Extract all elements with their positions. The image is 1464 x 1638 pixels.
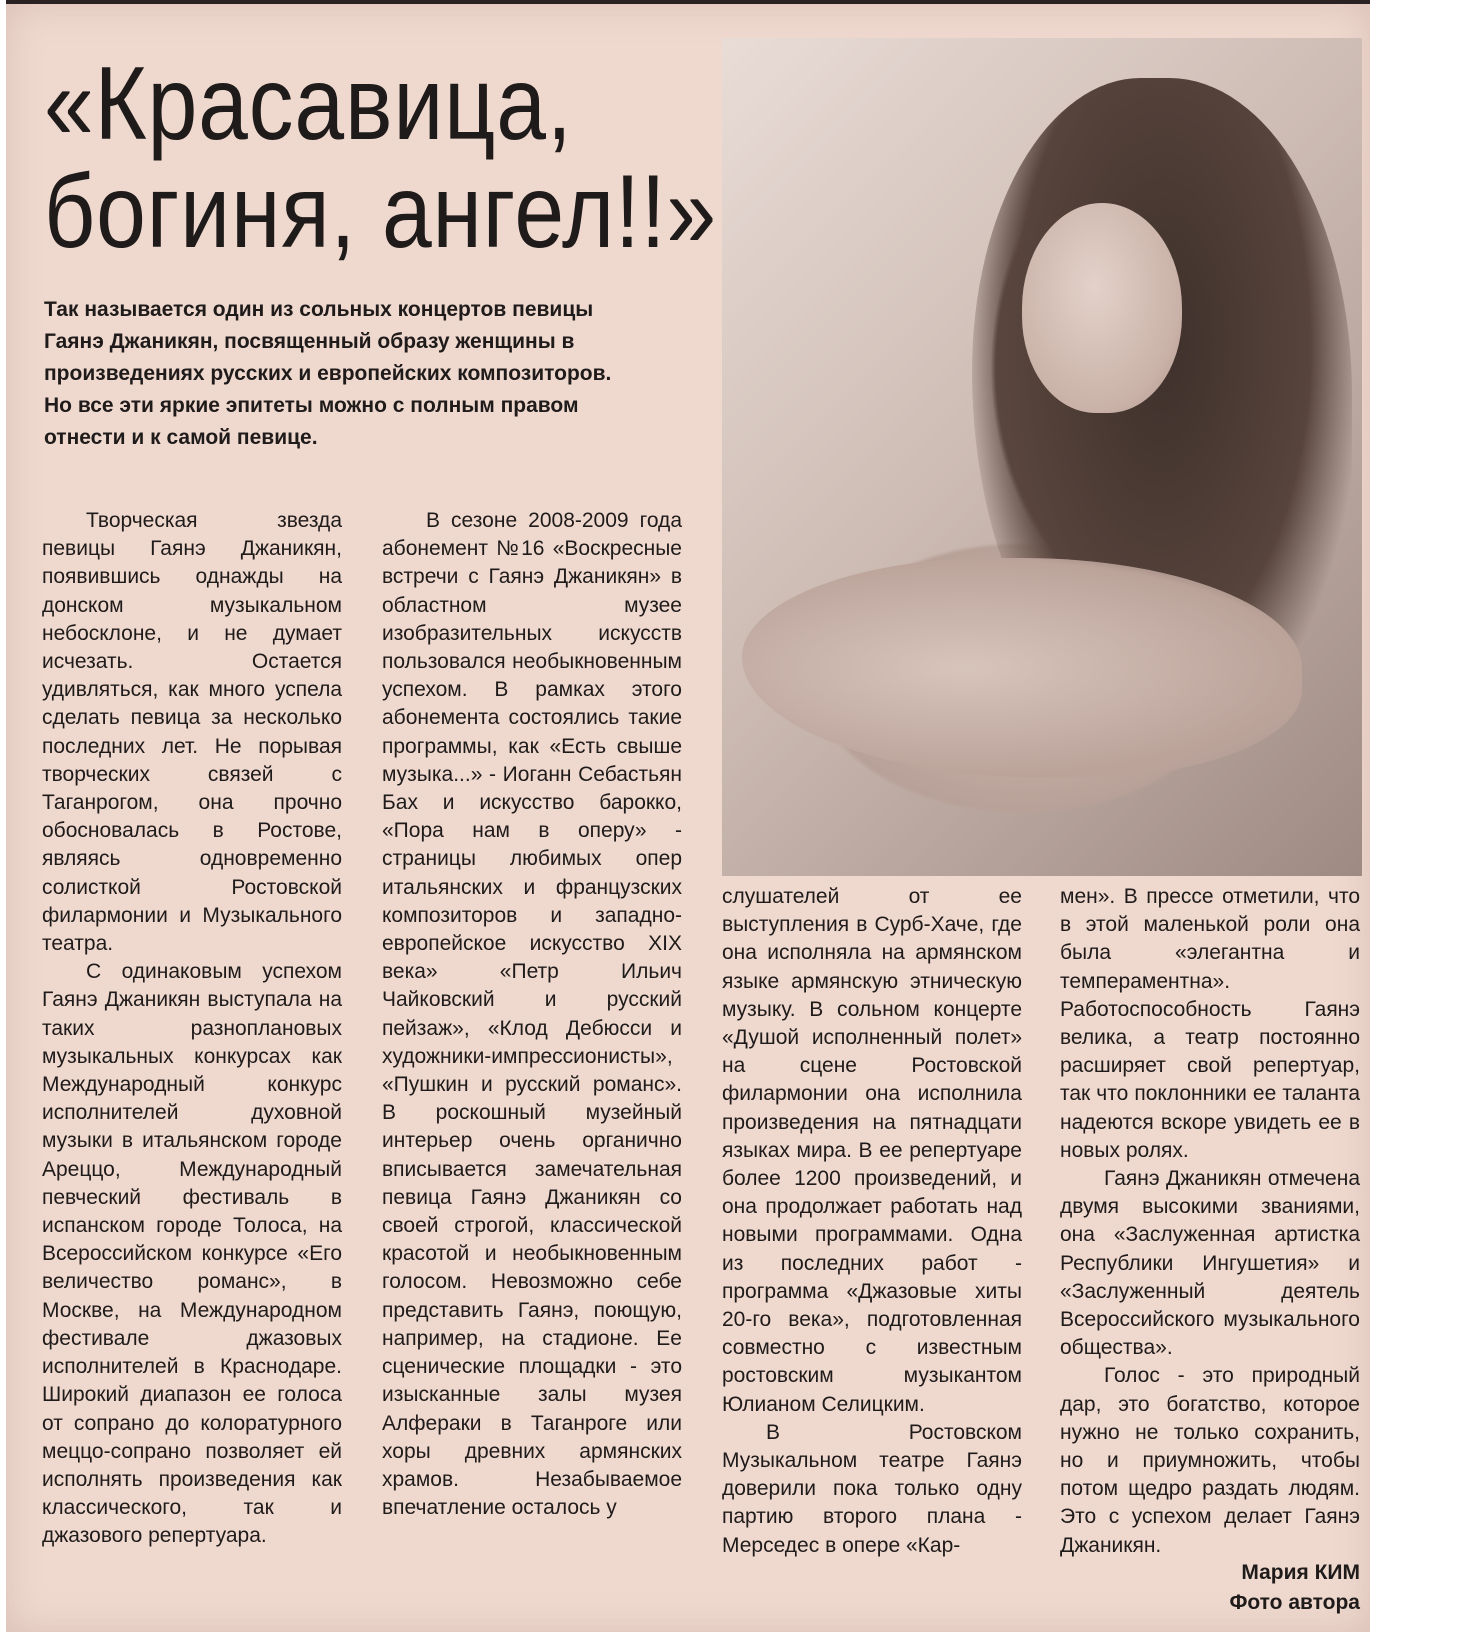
paragraph: Гаянэ Джаникян отмечена двумя высокими званиями, она «Заслуженная артистка Республики Ингушетия» и «Заслуженный деятель Всероссийского музыкального общества». [1060,1167,1360,1360]
headline-line-2: богиня, ангел!!» [44,154,718,270]
article-column-2 [382,507,682,1522]
portrait-photo [722,38,1362,876]
byline [1180,1558,1360,1618]
paragraph: Творческая звезда певицы Гаянэ Джаникян, появившись однажды на донском музыкальном небосклоне, и не думает исчезать. Остается удивляться, как много успела сделать певица за несколько последних лет. Не порывая творческих связей с Таганрогом, она прочно обосновалась в Ростове, являясь одновременно солисткой Ростовской филармонии и Музыкального театра. [42,509,342,956]
article-column-3 [722,883,1022,1560]
paragraph: С одинаковым успехом Гаянэ Джаникян выступала на таких разноплановых музыкальных конкурсах как Международный конкурс исполнителей духовной музыки в итальянском городе Ареццо, Международный певческий фестиваль в испанском городе Толоса, на Всероссийском конкурсе «Его величество романс», в Москве, на Международном фестивале джазовых исполнителей в Краснодаре. Широкий диапазон ее голоса от сопрано до колоратурного меццо-сопрано позволяет ей исполнять произведения как классического, так и джазового репертуара. [42,960,342,1548]
photo-arm [742,558,1302,778]
photo-credit: Фото автора [1229,1591,1360,1614]
author-name: Мария КИМ [1241,1561,1360,1584]
article-column-1 [42,507,342,1551]
paragraph: В сезоне 2008-2009 года абонемент №16 «Воскресные встречи с Гаянэ Джаникян» в областном музее изобразительных искусств пользовался необыкновенным успехом. В рамках этого абонемента состоялись такие программы, как «Есть свыше музыка...» - Иоганн Себастьян Бах и искусство барокко, «Пора нам в оперу» - страницы любимых опер итальянских и французских композиторов и западно-европейское искусство XIX века» «Петр Ильич Чайковский и русский пейзаж», «Клод Дебюсси и художники-импрессионисты», «Пушкин и русский романс». В роскошный музейный интерьер очень органично вписывается замечательная певица Гаянэ Джаникян со своей строгой, классической красотой и необыкновенным голосом. Невозможно себе представить Гаянэ, поющую, например, на стадионе. Ее сценические площадки - это изысканные залы музея Алфераки в Таганроге или хоры древних армянских храмов. Незабываемое впечатление осталось у [382,509,682,1520]
headline-line-1: «Красавица, [44,46,573,162]
paragraph: Голос - это природный дар, это богатство, которое нужно не только сохранить, но и приумножить, чтобы потом щедро раздать людям. Это с успехом делает Гаянэ Джаникян. [1060,1364,1360,1557]
photo-face [1022,203,1182,413]
paragraph: мен». В прессе отметили, что в этой маленькой роли она была «элегантна и темпераментна». Работоспособность Гаянэ велика, а театр постоянно расширяет свой репертуар, так что поклонники ее таланта надеются вскоре увидеть ее в новых ролях. [1060,885,1360,1162]
article-column-4 [1060,883,1360,1560]
lead-paragraph: Так называется один из сольных концертов певицы Гаянэ Джаникян, посвященный образу женщины в произведениях русских и европейских композиторов. Но все эти яркие эпитеты можно с полным правом отнести и к самой певице. [44,298,612,449]
paragraph: слушателей от ее выступления в Сурб-Хаче, где она исполняла на армянском языке армянскую этническую музыку. В сольном концерте «Душой исполненный полет» на сцене Ростовской филармонии она исполнила произведения на пятнадцати языках мира. В ее репертуаре более 1200 произведений, и она продолжает работать над новыми программами. Одна из последних работ - программа «Джазовые хиты 20-го века», подготовленная совместно с известным ростовским музыкантом Юлианом Селицким. [722,885,1022,1416]
headline [44,46,818,270]
paragraph: В Ростовском Музыкальном театре Гаянэ доверили пока только одну партию второго плана - Мерседес в опере «Кар- [722,1420,1022,1557]
